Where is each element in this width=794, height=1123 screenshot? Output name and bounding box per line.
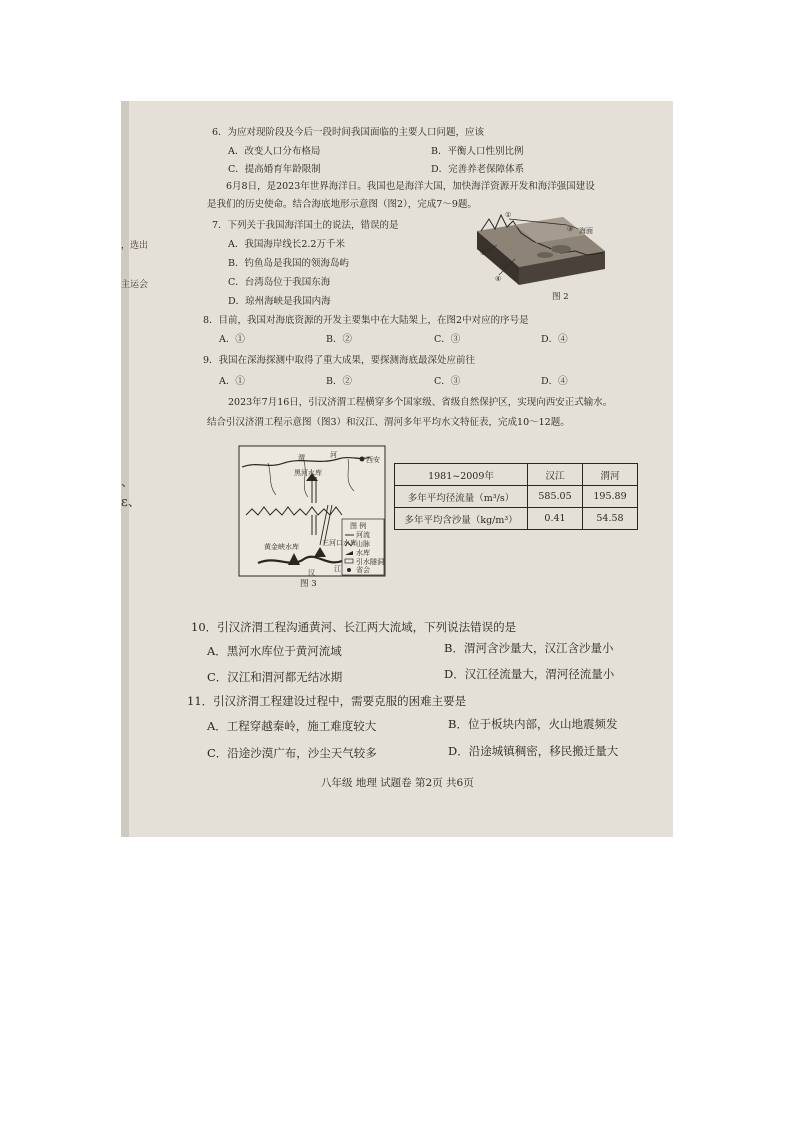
q9-option-a: A．① [219,376,245,387]
q6-option-c: C．提高婚育年龄限制 [228,164,321,175]
q9-option-c: C．③ [434,376,461,387]
q8-stem: 8．目前，我国对海底资源的开发主要集中在大陆架上，在图2中对应的序号是 [203,315,529,326]
q7-option-a: A．我国海岸线长2.2万千米 [228,239,345,250]
table-cell: 195.89 [583,486,638,508]
table-header-period: 1981~2009年 [395,464,528,486]
q9-option-b: B．② [326,376,352,387]
table-header-row [395,464,638,486]
left-fragment-4: ε、 [121,495,141,510]
table-row [395,508,638,530]
map-label-han: 汉 [308,569,315,577]
table-cell: 0.41 [528,508,583,530]
fig2-label-2: ② [480,249,487,257]
q7-option-c: C．台湾岛位于我国东海 [228,277,331,288]
q9-option-d: D．④ [541,376,568,387]
passage1-line1: 6月8日，是2023年世界海洋日。我国也是海洋大国，加快海洋资源开发和海洋强国建设 [226,181,595,192]
legend-mountain: 山脉 [356,540,370,548]
figure3-caption: 图 3 [300,579,317,589]
figure3-project-map [238,445,386,590]
map-label-xian: 西安 [366,456,380,464]
q7-option-d: D．琼州海峡是我国内海 [228,296,331,307]
q8-option-a: A．① [219,334,245,345]
q11-stem: 11．引汉济渭工程建设过程中，需要克服的困难主要是 [187,694,467,708]
table-cell: 多年平均含沙量（kg/m³） [395,508,528,530]
q10-stem: 10．引汉济渭工程沟通黄河、长江两大流域，下列说法错误的是 [191,620,517,634]
q11-option-a: A．工程穿越秦岭，施工难度较大 [207,719,377,733]
map-label-sanhekou-reservoir: 三河口水库 [322,539,357,547]
map-label-he: 河 [330,451,337,459]
map-illustration [238,445,386,577]
legend-river: 河流 [356,531,370,539]
legend-capital: 省会 [356,566,370,574]
fig2-label-sea-surface: 海面 [579,227,593,235]
table-cell: 多年平均径流量（m³/s） [395,486,528,508]
hydrology-table [394,463,638,530]
table-header-weihe: 渭河 [583,464,638,486]
q7-option-b: B．钓鱼岛是我国的领海岛屿 [228,258,349,269]
left-fragment-2: 主运会 [121,280,149,290]
q9-stem: 9．我国在深海探测中取得了重大成果，要探测海底最深处应前往 [203,355,476,366]
q10-option-a: A．黑河水库位于黄河流域 [207,644,342,658]
page-footer: 八年级 地理 试题卷 第2页 共6页 [321,777,474,789]
q10-option-b: B．渭河含沙量大，汉江含沙量小 [444,641,614,655]
map-label-huangjinxia-reservoir: 黄金峡水库 [264,543,299,551]
q8-option-b: B．② [326,334,352,345]
legend-reservoir: 水库 [356,549,370,557]
page-edge-shadow [121,101,129,837]
q6-option-a: A．改变人口分布格局 [228,146,321,157]
table-cell: 54.58 [583,508,638,530]
legend-tunnel: 引水隧洞 [356,558,384,566]
q10-option-d: D．汉江径流量大，渭河径流量小 [444,667,615,681]
q7-stem: 7．下列关于我国海洋国土的说法，错误的是 [212,220,399,231]
table-row [395,486,638,508]
table-cell: 585.05 [528,486,583,508]
table-header-hanjiang: 汉江 [528,464,583,486]
legend-title: 图 例 [350,522,367,530]
left-fragment-1: ，选出 [121,241,149,251]
q8-option-d: D．④ [541,334,568,345]
fig2-label-1: ① [505,211,512,219]
q6-stem: 6．为应对现阶段及今后一段时间我国面临的主要人口问题，应该 [212,127,485,138]
map-label-wei: 渭 [298,454,305,462]
q11-option-d: D．沿途城镇稠密，移民搬迁量大 [448,744,619,758]
passage1-line2: 是我们的历史使命。结合海底地形示意图（图2），完成7～9题。 [207,199,477,210]
q10-option-c: C．汉江和渭河都无结冰期 [207,670,343,684]
passage2-line1: 2023年7月16日，引汉济渭工程横穿多个国家级、省级自然保护区，实现向西安正式输水。 [228,397,613,408]
left-fragment-3: 、 [121,475,135,490]
map-label-heihe-reservoir: 黑河水库 [294,469,322,477]
seafloor-block-illustration [475,211,607,303]
map-label-jiang: 江 [334,565,341,573]
figure2-seafloor-diagram [475,211,607,303]
figure2-caption: 图 2 [552,292,569,302]
fig2-label-3: ③ [567,225,574,233]
q6-option-b: B．平衡人口性别比例 [431,146,524,157]
q11-option-b: B．位于板块内部，火山地震频发 [448,717,618,731]
q11-option-c: C．沿途沙漠广布，沙尘天气较多 [207,746,377,760]
q8-option-c: C．③ [434,334,461,345]
passage2-line2: 结合引汉济渭工程示意图（图3）和汉江、渭河多年平均水文特征表，完成10～12题。 [207,417,570,428]
q6-option-d: D．完善养老保障体系 [431,164,525,175]
exam-page-photo [121,101,673,837]
fig2-label-4: ④ [495,275,502,283]
